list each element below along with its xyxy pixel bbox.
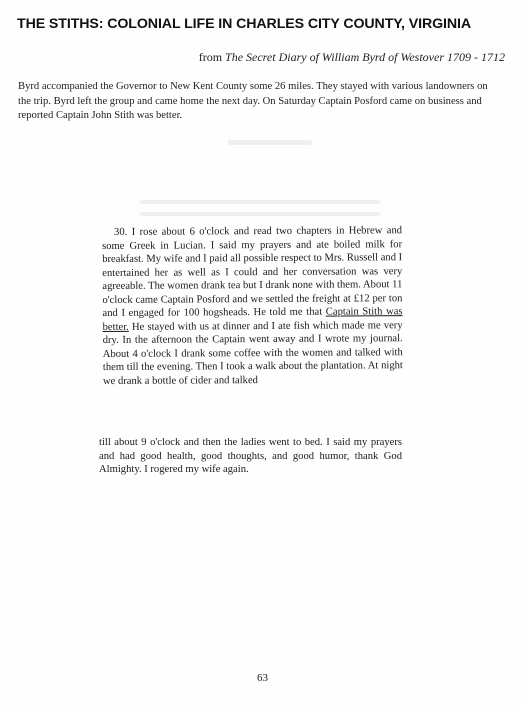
page-number: 63 — [257, 672, 268, 684]
excerpt-text: He stayed with us at dinner and I ate fish which made me very dry. In the afternoon the Captain went away and I wrote my journal. About 4 o'clock I drank some coffee with the women and talked with them till the evening. Then I took a walk about the plantation. At night we drank a bottle of cider and talked — [102, 319, 403, 387]
diary-excerpt — [102, 224, 403, 388]
diary-excerpt-continuation: till about 9 o'clock and then the ladies went to bed. I said my prayers and had good health, good thoughts, and good humor, thank God Almighty. I rogered my wife again. — [99, 437, 402, 475]
show-through-shadow — [228, 140, 312, 145]
underlined-phrase: Captain Stith was better. — [102, 306, 403, 333]
source-citation — [199, 50, 505, 65]
source-title: The Secret Diary of William Byrd of Westover 1709 - 1712 — [225, 50, 505, 64]
excerpt-text: 30. I rose about 6 o'clock and read two chapters in Hebrew and some Greek in Lucian. I said my prayers and ate boiled milk for breakfast. My wife and I paid all possible respect to Mrs. Russell and I entertained her as well as I could and her conversation was very agreeable. The women drank tea but I drank none with them. About 11 o'clock came Captain Posford and we settled the freight at £12 per ton and I engaged for 100 hogsheads. He told me that — [102, 225, 403, 319]
show-through-shadow — [140, 212, 380, 216]
page-title: THE STITHS: COLONIAL LIFE IN CHARLES CITY COUNTY, VIRGINIA — [17, 16, 471, 32]
intro-paragraph: Byrd accompanied the Governor to New Kent County some 26 miles. They stayed with various landowners on the trip. Byrd left the group and came home the next day. On Saturday Captain Posford came on business and reported Captain John Stith was better. — [18, 81, 488, 121]
source-prefix: from — [198, 50, 223, 64]
show-through-shadow — [140, 200, 380, 204]
